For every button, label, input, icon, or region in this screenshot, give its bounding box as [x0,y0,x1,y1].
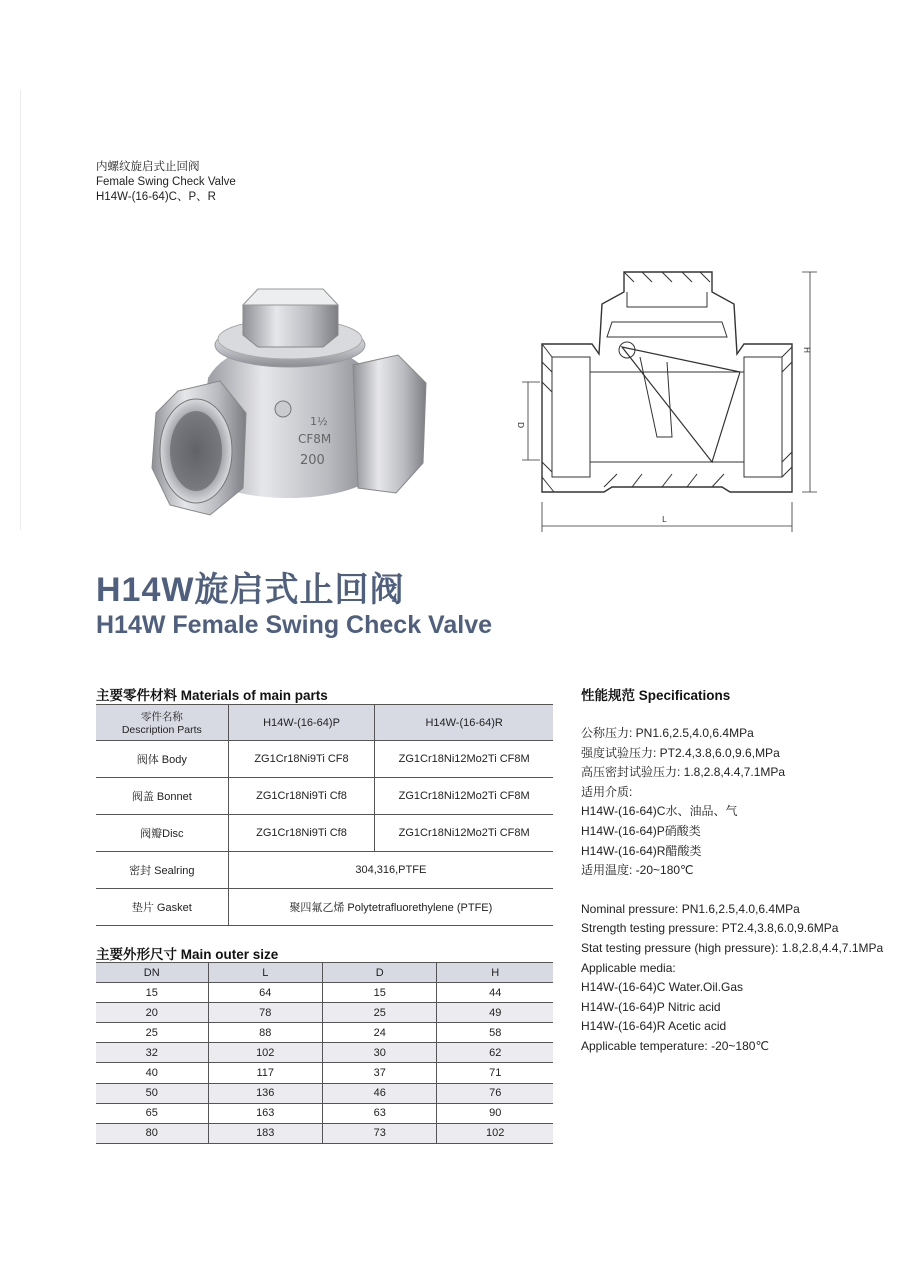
spec-en-line: Stat testing pressure (high pressure): 1.8,2.8,4.4,7.1MPa [581,940,884,955]
cell-h: 71 [437,1063,553,1083]
table-row [96,741,553,778]
part-name: 阀体 Body [96,741,228,778]
spec-en-line: Applicable temperature: -20~180℃ [581,1038,769,1053]
spec-cn-line: H14W-(16-64)R醋酸类 [581,843,702,858]
table-row [96,889,553,926]
material-p: ZG1Cr18Ni9Ti Cf8 [228,815,375,852]
page-edge-line [20,90,21,530]
caption-model: H14W-(16-64)C、P、R [96,191,216,203]
product-caption [96,160,236,205]
cell-dn: 25 [96,1023,208,1043]
cell-l: 163 [208,1103,323,1123]
col-dn: DN [96,963,208,983]
spec-cn-line: H14W-(16-64)P硝酸类 [581,823,701,838]
cell-h: 58 [437,1023,553,1043]
cell-l: 64 [208,983,323,1003]
col-l: L [208,963,323,983]
sizes-header-row [96,963,553,983]
caption-en: Female Swing Check Valve [96,176,236,188]
cell-h: 44 [437,983,553,1003]
cell-l: 78 [208,1003,323,1023]
cell-dn: 32 [96,1043,208,1063]
cell-h: 76 [437,1083,553,1103]
materials-header-row [96,705,553,741]
valve-section-drawing [512,262,824,538]
title-cn: H14W旋启式止回阀 [96,571,405,609]
table-row [96,1123,553,1143]
dim-label-d: D [516,422,525,429]
header-col-r: H14W-(16-64)R [375,705,553,741]
cell-l: 117 [208,1063,323,1083]
header-part-cn: 零件名称 [140,711,183,723]
spec-cn-line: 高压密封试验压力: 1.8,2.8,4.4,7.1MPa [581,765,786,780]
material-r: ZG1Cr18Ni12Mo2Ti CF8M [375,815,553,852]
cell-l: 102 [208,1043,323,1063]
table-row [96,1043,553,1063]
table-row [96,1023,553,1043]
cell-l: 183 [208,1123,323,1143]
material-p: ZG1Cr18Ni9Ti CF8 [228,741,375,778]
spec-cn-line: H14W-(16-64)C水、油品、气 [581,804,738,819]
cell-dn: 65 [96,1103,208,1123]
spec-en-line: Nominal pressure: PN1.6,2.5,4.0,6.4MPa [581,901,800,916]
spec-en-line: Applicable media: [581,960,676,975]
col-h: H [437,963,553,983]
cell-d: 63 [323,1103,437,1123]
cell-d: 73 [323,1123,437,1143]
table-row [96,1103,553,1123]
cell-d: 30 [323,1043,437,1063]
spec-cn-line: 适用温度: -20~180℃ [581,863,694,878]
table-row [96,1063,553,1083]
spec-en-line: Strength testing pressure: PT2.4,3.8,6.0,9.6MPa [581,921,839,936]
sizes-heading: 主要外形尺寸 Main outer size [96,947,279,962]
spec-en-line: H14W-(16-64)C Water.Oil.Gas [581,980,744,995]
spec-spacer [581,881,883,900]
cell-d: 37 [323,1063,437,1083]
material-both: 聚四氟乙烯 Polytetrafluorethylene (PTFE) [228,889,553,926]
specs-block [581,724,883,1057]
cell-dn: 80 [96,1123,208,1143]
cell-dn: 50 [96,1083,208,1103]
dim-label-h: H [802,347,811,354]
cell-h: 49 [437,1003,553,1023]
col-d: D [323,963,437,983]
materials-heading: 主要零件材料 Materials of main parts [96,688,328,703]
spec-en-line: H14W-(16-64)R Acetic acid [581,1019,727,1034]
header-col-p: H14W-(16-64)P [228,705,375,741]
part-name: 密封 Sealring [96,852,228,889]
cell-dn: 40 [96,1063,208,1083]
header-part-en: Description Parts [121,724,202,736]
cell-l: 88 [208,1023,323,1043]
table-row [96,852,553,889]
cell-dn: 15 [96,983,208,1003]
spec-cn-line: 强度试验压力: PT2.4,3.8,6.0,9.6,MPa [581,745,780,760]
sizes-table [96,962,553,1144]
cell-l: 136 [208,1083,323,1103]
specs-heading: 性能规范 Specifications [581,688,731,703]
cell-h: 102 [437,1123,553,1143]
part-name: 阀盖 Bonnet [96,778,228,815]
table-row [96,1083,553,1103]
title-en: H14W Female Swing Check Valve [96,611,492,639]
cell-d: 15 [323,983,437,1003]
part-name: 阀瓣Disc [96,815,228,852]
marking-size: 1½ [310,415,328,428]
cell-h: 62 [437,1043,553,1063]
spec-cn-line: 适用介质: [581,784,633,799]
spec-cn-line: 公称压力: PN1.6,2.5,4.0,6.4MPa [581,726,754,740]
cell-dn: 20 [96,1003,208,1023]
dim-label-l: L [662,515,667,524]
caption-cn: 内螺纹旋启式止回阀 [96,161,200,173]
material-r: ZG1Cr18Ni12Mo2Ti CF8M [375,741,553,778]
table-row [96,983,553,1003]
marking-material: CF8M [298,432,332,446]
cell-d: 46 [323,1083,437,1103]
table-row [96,815,553,852]
materials-table [96,704,553,926]
table-row [96,778,553,815]
header-part [96,705,228,741]
cell-h: 90 [437,1103,553,1123]
material-r: ZG1Cr18Ni12Mo2Ti CF8M [375,778,553,815]
part-name: 垫片 Gasket [96,889,228,926]
valve-photo [148,283,433,528]
material-both: 304,316,PTFE [228,852,553,889]
table-row [96,1003,553,1023]
spec-en-line: H14W-(16-64)P Nitric acid [581,999,721,1014]
cell-d: 24 [323,1023,437,1043]
marking-pressure: 200 [300,453,325,468]
cell-d: 25 [323,1003,437,1023]
material-p: ZG1Cr18Ni9Ti Cf8 [228,778,375,815]
